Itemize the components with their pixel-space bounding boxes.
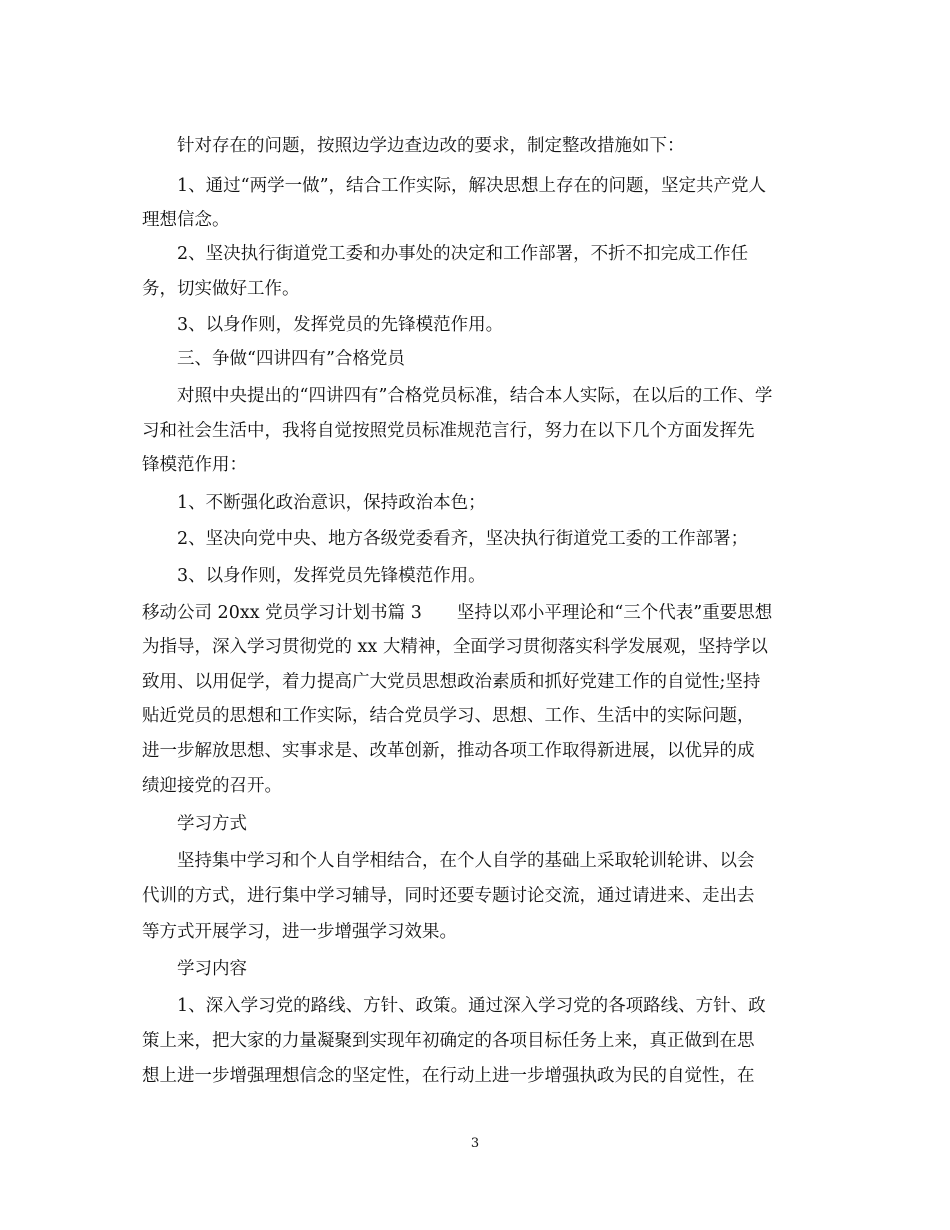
text-line: 想上进一步增强理想信念的坚定性，在行动上进一步增强执政为民的自觉性，在 [142, 1066, 755, 1086]
page-number: 3 [470, 1136, 480, 1151]
text-line: 3、以身作则，发挥党员先锋模范作用。 [177, 566, 486, 586]
text-line: 1、不断强化政治意识，保持政治本色； [177, 493, 486, 513]
text-line: 务，切实做好工作。 [142, 279, 300, 299]
text-line: 移动公司 20xx 党员学习计划书篇 3 坚持以邓小平理论和“三个代表”重要思想 [142, 603, 773, 623]
section-heading: 三、争做“四讲四有”合格党员 [177, 349, 405, 369]
text-line: 理想信念。 [142, 210, 230, 230]
text-line: 为指导，深入学习贯彻党的 xx 大精神，全面学习贯彻落实科学发展观，坚持学以 [142, 637, 768, 657]
text-line: 对照中央提出的“四讲四有”合格党员标准，结合本人实际，在以后的工作、学 [177, 386, 773, 406]
text-line: 习和社会生活中，我将自觉按照党员标准规范言行，努力在以下几个方面发挥先 [142, 421, 755, 441]
text-line: 绩迎接党的召开。 [142, 776, 282, 796]
text-line: 锋模范作用： [142, 455, 247, 475]
text-line: 1、深入学习党的路线、方针、政策。通过深入学习党的各项路线、方针、政 [177, 996, 766, 1016]
text-line: 致用、以用促学，着力提高广大党员思想政治素质和抓好党建工作的自觉性;坚持 [142, 672, 761, 692]
text-line: 策上来，把大家的力量凝聚到实现年初确定的各项目标任务上来，真正做到在思 [142, 1031, 755, 1051]
text-line: 代训的方式，进行集中学习辅导，同时还要专题讨论交流，通过请进来、走出去 [142, 886, 755, 906]
text-line: 1、通过“两学一做”，结合工作实际，解决思想上存在的问题，坚定共产党人 [177, 176, 767, 196]
text-line: 贴近党员的思想和工作实际，结合党员学习、思想、工作、生活中的实际问题， [142, 706, 755, 726]
text-line: 进一步解放思想、实事求是、改革创新，推动各项工作取得新进展，以优异的成 [142, 741, 755, 761]
text-line: 坚持集中学习和个人自学相结合，在个人自学的基础上采取轮训轮讲、以会 [177, 851, 755, 871]
section-heading: 学习内容 [177, 959, 247, 979]
text-line: 2、坚决执行街道党工委和办事处的决定和工作部署，不折不扣完成工作任 [177, 244, 749, 264]
text-line: 2、坚决向党中央、地方各级党委看齐，坚决执行街道党工委的工作部署； [177, 529, 749, 549]
text-line: 等方式开展学习，进一步增强学习效果。 [142, 922, 457, 942]
text-line: 针对存在的问题，按照边学边查边改的要求，制定整改措施如下： [177, 136, 685, 156]
text-line: 3、以身作则，发挥党员的先锋模范作用。 [177, 315, 504, 335]
section-heading: 学习方式 [177, 814, 247, 834]
